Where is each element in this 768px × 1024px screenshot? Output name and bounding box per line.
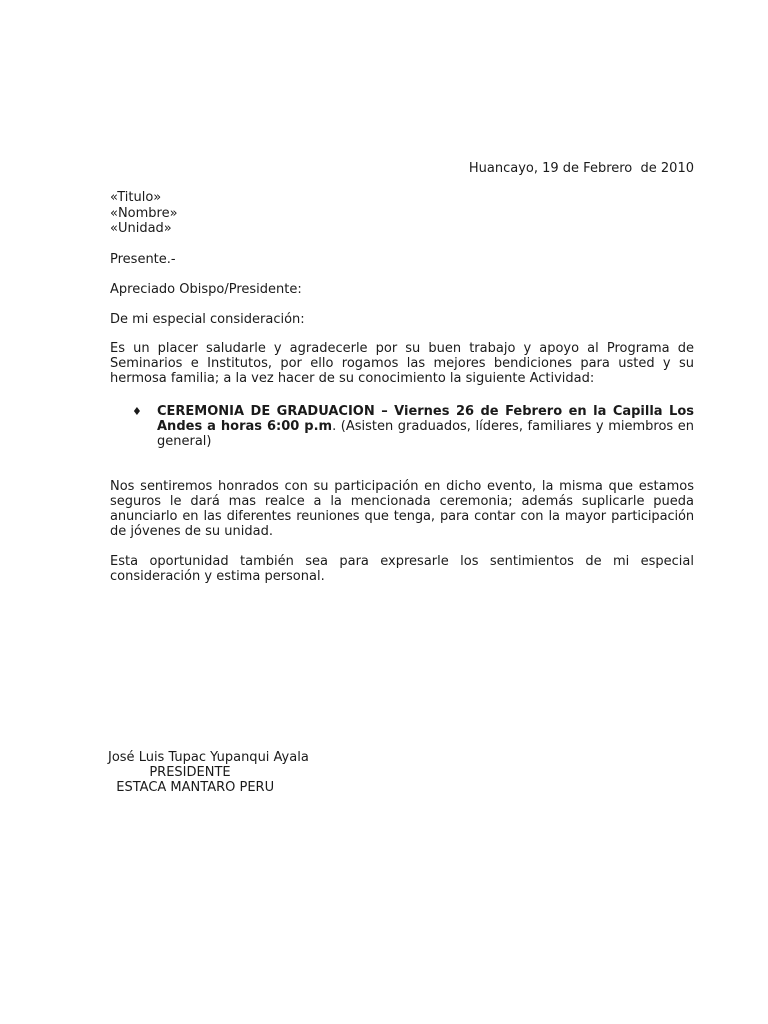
recipient-name: «Nombre» (110, 206, 178, 221)
event-details: . (Asisten graduados, líderes, familiares y miembros en (332, 419, 694, 434)
paragraph-line: Esta oportunidad también sea para expresarle los sentimientos de mi especial (110, 554, 694, 569)
intro-line: Seminarios e Institutos, por ello rogamos las mejores bendiciones para usted y su (110, 356, 694, 371)
paragraph-line: Nos sentiremos honrados con su participación en dicho evento, la misma que estamos (110, 479, 694, 494)
event-line: general) (157, 434, 212, 449)
diamond-bullet-icon: ♦ (132, 405, 142, 418)
paragraph-line: seguros le dará mas realce a la mencionada ceremonia; además suplicarle pueda (110, 494, 694, 509)
event-line (157, 404, 694, 419)
signer-name: José Luis Tupac Yupanqui Ayala (108, 750, 309, 765)
salutation: Apreciado Obispo/Presidente: (110, 282, 302, 297)
closing-paragraph (110, 554, 694, 584)
signer-organization: ESTACA MANTARO PERU (108, 780, 275, 795)
recipient-unit: «Unidad» (110, 221, 172, 236)
presente-text: Presente.- (110, 252, 176, 267)
event-time: Andes a horas 6:00 p.m (157, 419, 333, 434)
participation-paragraph (110, 479, 694, 539)
consideration-line: De mi especial consideración: (110, 312, 305, 327)
intro-paragraph (110, 341, 694, 386)
recipient-title: «Titulo» (110, 190, 162, 205)
paragraph-line: anunciarlo en las diferentes reuniones que tenga, para contar con la mayor participación (110, 509, 694, 524)
signer-role: PRESIDENTE (108, 765, 231, 780)
event-line (157, 419, 694, 434)
event-title: CEREMONIA DE GRADUACION – Viernes 26 de Febrero en la Capilla Los (157, 404, 694, 419)
intro-line: Es un placer saludarle y agradecerle por su buen trabajo y apoyo al Programa de (110, 341, 694, 356)
paragraph-line: consideración y estima personal. (110, 569, 325, 584)
place-date: Huancayo, 19 de Febrero de 2010 (468, 161, 694, 176)
intro-line: hermosa familia; a la vez hacer de su conocimiento la siguiente Actividad: (110, 371, 595, 386)
paragraph-line: de jóvenes de su unidad. (110, 524, 274, 539)
event-item (157, 404, 694, 449)
